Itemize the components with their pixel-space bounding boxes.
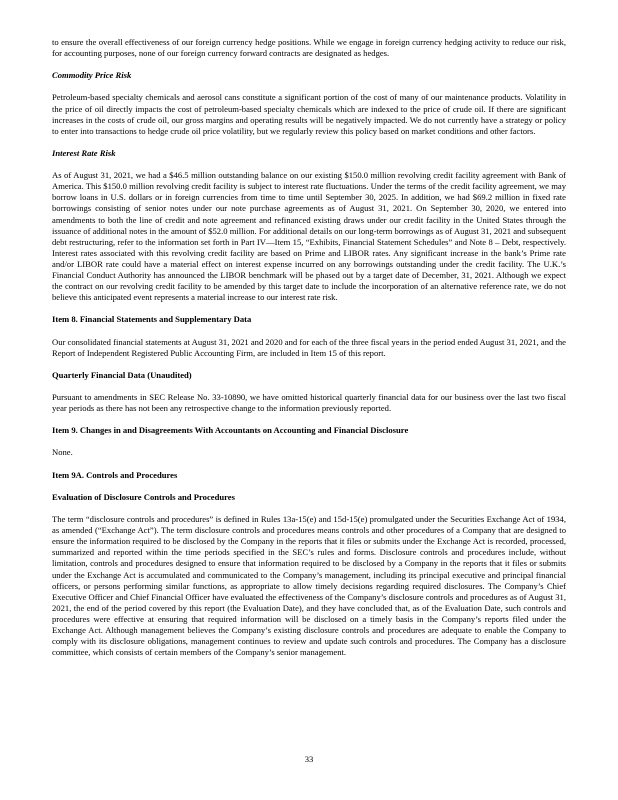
intro-continuation-paragraph: to ensure the overall effectiveness of our foreign currency hedge positions. While we engage in foreign currency hedging activity to reduce our risk, for accounting purposes, none of our foreign currency forward contracts are designated as hedges. [52, 37, 566, 59]
page-number: 33 [304, 754, 314, 764]
evaluation-heading: Evaluation of Disclosure Controls and Procedures [52, 491, 235, 502]
commodity-heading: Commodity Price Risk [52, 70, 132, 81]
item8-paragraph: Our consolidated financial statements at August 31, 2021 and 2020 and for each of the three fiscal years in the period ended August 31, 2021, and the Report of Independent Registered Public Accounting Firm, are included in Item 15 of this report. [52, 336, 566, 358]
interest-heading: Interest Rate Risk [52, 147, 116, 158]
interest-paragraph: As of August 31, 2021, we had a $46.5 million outstanding balance on our existing $150.0 million revolving credit facility agreement with Bank of America. This $150.0 million revolving credit facility is subject to interest rate fluctuations. Under the terms of the credit facility agreement, we may borrow loans in U.S. dollars or in foreign currencies from time to time until September 30, 2025. In addition, we had $69.2 million in fixed rate borrowings consisting of senior notes under our note purchase agreements as of August 31, 2021. On September 30, 2020, we entered into amendments to both the line of credit and note agreement and refinanced existing draws under our credit facility in the United States through the issuance of additional notes in the amount of $52.0 million. For additional details on our long-term borrowings as of August 31, 2021 and subsequent debt restructuring, refer to the information set forth in Part IV—Item 15, “Exhibits, Financial Statement Schedules” and Note 8 – Debt, respectively. Interest rates associated with this revolving credit facility are based on Prime and LIBOR rates. Any significant increase in the bank’s Prime rate and/or LIBOR rate could have a material effect on interest expense incurred on any borrowings outstanding under the credit facility. The U.K.’s Financial Conduct Authority has announced the LIBOR benchmark will be phased out by a target date of December, 31, 2021. Although we expect the contract on our revolving credit facility to be amended by this target date to include the incorporation of an alternative reference rate, we do not believe this anticipated event represents a material increase to our interest rate risk. [52, 170, 566, 303]
quarterly-paragraph: Pursuant to amendments in SEC Release No. 33-10890, we have omitted historical quarterly financial data for our business over the last two fiscal year periods as there has not been any retrospective change to the information previously reported. [52, 392, 566, 414]
item8-heading: Item 8. Financial Statements and Supplementary Data [52, 314, 252, 325]
commodity-paragraph: Petroleum-based specialty chemicals and aerosol cans constitute a significant portion of the cost of many of our maintenance products. Volatility in the price of oil directly impacts the cost of petroleum-based specialty chemicals which are indexed to the price of crude oil. If there are significant increases in the costs of crude oil, our gross margins and operating results will be negatively impacted. We do not currently have a strategy or policy to enter into transactions to hedge crude oil price volatility, but we regularly review this policy based on market conditions and other factors. [52, 92, 566, 136]
quarterly-heading: Quarterly Financial Data (Unaudited) [52, 369, 192, 380]
evaluation-paragraph: The term “disclosure controls and procedures” is defined in Rules 13a-15(e) and 15d-15(e) promulgated under the Securities Exchange Act of 1934, as amended (“Exchange Act”). The term disclosure controls and procedures means controls and other procedures of a Company that are designed to ensure the information required to be disclosed by the Company in the reports that it files or submits under the Exchange Act is recorded, processed, summarized and reported within the time periods specified in the SEC’s rules and forms. Disclosure controls and procedures include, without limitation, controls and procedures designed to ensure that information required to be disclosed by a Company in the reports that it files or submits under the Exchange Act is accumulated and communicated to the Company’s management, including its principal executive and principal financial officers, or persons performing similar functions, as appropriate to allow timely decisions regarding required disclosures. The Company’s Chief Executive Officer and Chief Financial Officer have evaluated the effectiveness of the Company’s disclosure controls and procedures as of August 31, 2021, the end of the period covered by this report (the Evaluation Date), and they have concluded that, as of the Evaluation Date, such controls and procedures were effective at ensuring that required information will be disclosed on a timely basis in the Company’s reports filed under the Exchange Act. Although management believes the Company’s existing disclosure controls and procedures are adequate to enable the Company to comply with its disclosure obligations, management continues to review and update such controls and procedures. The Company has a disclosure committee, which consists of certain members of the Company’s senior management. [52, 514, 566, 658]
item9-paragraph: None. [52, 447, 73, 458]
item9a-heading: Item 9A. Controls and Procedures [52, 469, 178, 480]
item9-heading: Item 9. Changes in and Disagreements With Accountants on Accounting and Financial Disclosure [52, 425, 409, 436]
